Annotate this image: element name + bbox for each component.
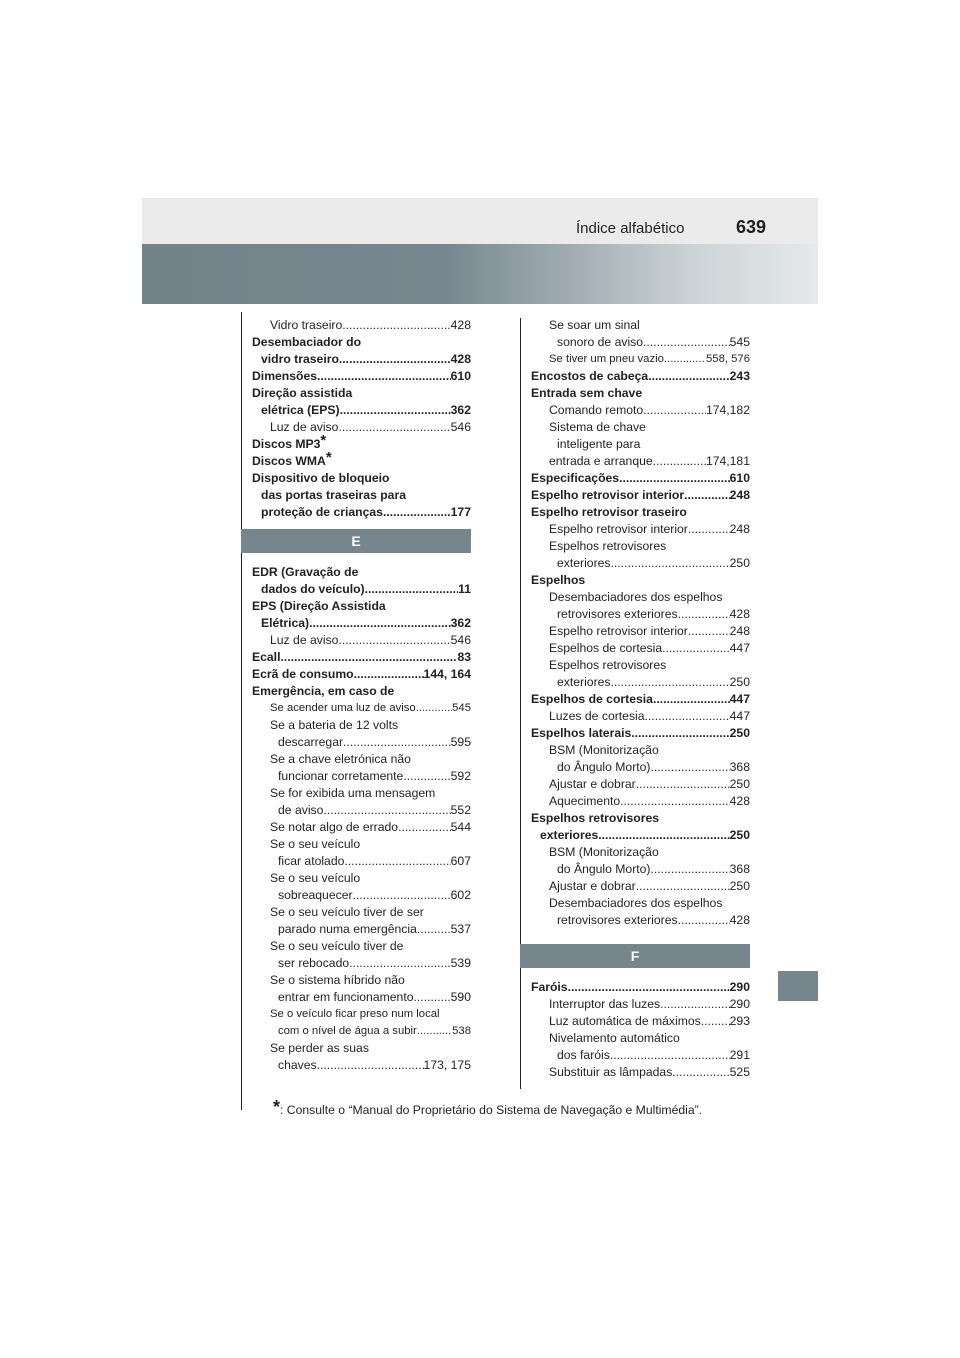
index-term: Encostos de cabeça [531,369,649,383]
dot-leader [354,666,424,683]
page-title: Índice alfabético [576,220,685,237]
index-entry [531,436,750,453]
index-term: exteriores [557,556,611,570]
index-term: Espelho retrovisor interior [549,624,688,638]
page-reference: 248 [729,488,750,502]
index-entry [252,1006,471,1023]
dot-leader [417,921,451,938]
index-term: Desembaciador do [252,335,362,349]
index-entry [531,844,750,861]
dot-leader [631,725,729,742]
index-term: Entrada sem chave [531,386,643,400]
index-entry [531,1064,750,1081]
index-term: Vidro traseiro [270,318,343,332]
index-term: Se o sistema híbrido não [270,973,405,987]
index-entry [252,955,471,972]
index-term: sonoro de aviso [557,335,644,349]
index-term: elétrica (EPS) [261,403,340,417]
index-term: Se o seu veículo [270,837,361,851]
dot-leader [672,1064,729,1081]
index-entry [252,598,471,615]
index-entry [531,351,750,368]
index-entry [531,589,750,606]
index-term: Comando remoto [549,403,644,417]
index-entry [531,385,750,402]
page-reference: 368 [729,760,750,774]
page-reference: 428 [450,318,471,332]
index-entry [531,810,750,827]
index-term: entrar em funcionamento [278,990,414,1004]
footnote [273,1097,702,1118]
footnote-asterisk: * [273,1097,281,1117]
left-margin-rule [241,312,242,1110]
index-entry [252,870,471,887]
index-entry [531,640,750,657]
index-entry [252,989,471,1006]
index-entry [531,487,750,504]
dot-leader [619,470,730,487]
index-entry [531,708,750,725]
dot-leader [611,674,730,691]
page-reference: 250 [729,726,750,740]
page-reference: 544 [450,820,471,834]
dot-leader [309,615,451,632]
dot-leader [323,802,450,819]
index-entry [531,470,750,487]
index-entry [531,521,750,538]
page-reference: 428 [729,607,750,621]
dot-leader [611,555,730,572]
chapter-tab [778,971,818,1001]
page-reference: 447 [729,641,750,655]
entries-right-after [531,979,750,1081]
page-reference: 610 [729,471,750,485]
index-term: descarregar [278,735,344,749]
section-letter-e: E [241,529,471,553]
page-reference: 144, 164 [423,667,471,681]
index-term: Espelhos de cortesia [531,692,653,706]
dot-leader [414,989,451,1006]
page-reference: 174,182 [705,403,750,417]
dot-leader [338,419,450,436]
index-entry [252,751,471,768]
dot-leader [651,759,730,776]
index-entry [252,334,471,351]
index-term: do Ângulo Morto) [557,862,651,876]
dot-leader [340,402,451,419]
index-term: Desembaciadores dos espelhos [549,590,723,604]
index-entry [252,683,471,700]
page-reference: 290 [729,980,750,994]
dot-leader [643,334,730,351]
index-entry [252,487,471,504]
index-term: Luz de aviso [270,420,339,434]
dot-leader [701,1013,730,1030]
section-letter-f: F [520,944,750,968]
index-entry [531,674,750,691]
index-entry [531,725,750,742]
index-entry [531,1030,750,1047]
index-term: exteriores [557,675,611,689]
index-term: Sistema de chave [549,420,646,434]
index-entry [531,555,750,572]
index-term: exteriores [540,828,599,842]
page-number: 639 [736,217,767,237]
page-reference: 248 [729,522,750,536]
dot-leader [338,632,450,649]
page-reference: 428 [729,794,750,808]
page-reference: 537 [450,922,471,936]
page-reference: 362 [450,403,471,417]
index-entry [531,453,750,470]
page-reference: 602 [450,888,471,902]
page-reference: 558, 576 [706,353,750,365]
index-entry [531,538,750,555]
page-reference: 447 [729,709,750,723]
index-term: Aquecimento [549,794,621,808]
index-term: Ecall [252,650,281,664]
index-entry [531,827,750,844]
index-term: EPS (Direção Assistida [252,599,386,613]
index-term: Especificações [531,471,620,485]
dot-leader [317,368,451,385]
index-term: retrovisores exteriores [557,913,678,927]
page-reference: 525 [729,1065,750,1079]
footnote-marker: * [325,448,332,466]
index-term: Luz automática de máximos [549,1014,701,1028]
page-reference: 428 [729,913,750,927]
index-entry [252,836,471,853]
index-entry [531,979,750,996]
page-reference: 607 [450,854,471,868]
header-gradient-band [142,244,818,304]
index-entry [531,1013,750,1030]
index-entry [252,666,471,683]
index-term: Espelhos retrovisores [549,539,667,553]
index-entry [252,785,471,802]
index-term: vidro traseiro [261,352,339,366]
index-entry [531,861,750,878]
page-reference: 173, 175 [423,1058,471,1072]
index-term: ficar atolado [278,854,345,868]
page-reference: 250 [729,828,750,842]
entries-left-after [252,564,471,1074]
index-term: Se o seu veículo [270,871,361,885]
index-entry [252,564,471,581]
index-term: retrovisores exteriores [557,607,678,621]
index-term: chaves [278,1058,317,1072]
index-term: funcionar corretamente [278,769,404,783]
index-term: Espelho retrovisor interior [549,522,688,536]
index-term: Espelhos de cortesia [549,641,663,655]
dot-leader [678,912,730,929]
page-reference: 539 [450,956,471,970]
page-reference: 83 [457,650,471,664]
page-reference: 592 [450,769,471,783]
index-entry [531,691,750,708]
index-term: Se o veículo ficar preso num local [270,1008,440,1020]
index-entry [531,878,750,895]
dot-leader [365,581,459,598]
dot-leader [598,827,729,844]
index-term: Ajustar e dobrar [549,777,636,791]
page-reference: 248 [729,624,750,638]
index-entry [252,470,471,487]
dot-leader [383,504,451,521]
page-reference: 552 [450,803,471,817]
index-entry [531,368,750,385]
index-term: com o nível de água a subir [278,1025,417,1037]
index-term: Espelhos retrovisores [549,658,667,672]
dot-leader [636,776,730,793]
index-term: Se soar um sinal [549,318,640,332]
page-reference: 545 [729,335,750,349]
index-term: Direção assistida [252,386,353,400]
dot-leader [343,734,451,751]
dot-leader [416,700,452,717]
index-entry [252,768,471,785]
index-entry [531,776,750,793]
index-term: dados do veículo) [261,582,365,596]
index-term: Espelhos retrovisores [531,811,660,825]
index-entry [252,717,471,734]
index-entry [531,317,750,334]
index-entry [252,734,471,751]
index-term: Espelho retrovisor interior [531,488,685,502]
header-bar [142,198,818,244]
dot-leader [662,640,730,657]
page-reference: 362 [450,616,471,630]
index-entry [531,793,750,810]
index-term: BSM (Monitorização [549,743,659,757]
page-reference: 250 [729,879,750,893]
index-term: Espelhos [531,573,586,587]
index-term: Ajustar e dobrar [549,879,636,893]
index-term: das portas traseiras para [261,488,406,502]
page-reference: 290 [729,997,750,1011]
page-reference: 545 [452,702,471,714]
dot-leader [651,861,730,878]
dot-leader [643,402,706,419]
dot-leader [317,1057,424,1074]
page-reference: 368 [729,862,750,876]
page-reference: 590 [450,990,471,1004]
dot-leader [344,853,450,870]
dot-leader [684,487,730,504]
index-entry [531,606,750,623]
index-entry [531,1047,750,1064]
column-divider [520,318,521,1089]
page-reference: 538 [452,1025,471,1037]
page-reference: 243 [729,369,750,383]
index-entry [252,385,471,402]
dot-leader [664,351,706,368]
index-entry [252,1023,471,1040]
dot-leader [688,521,730,538]
index-entry [252,615,471,632]
index-term: Dispositivo de bloqueio [252,471,390,485]
index-term: Se tiver um pneu vazio [549,353,664,365]
page-reference: 293 [729,1014,750,1028]
index-entry [252,581,471,598]
entries-left-before [252,317,471,521]
index-entry [252,317,471,334]
dot-leader [353,887,451,904]
page-reference: 546 [450,633,471,647]
dot-leader [280,649,457,666]
index-entry [252,1040,471,1057]
index-entry [252,448,471,470]
index-term: Luz de aviso [270,633,339,647]
index-term: Se o seu veículo tiver de ser [270,905,424,919]
index-entry [252,351,471,368]
index-term: Espelhos laterais [531,726,632,740]
index-term: proteção de crianças [261,505,383,519]
index-term: entrada e arranque [549,454,653,468]
index-entry [252,368,471,385]
index-term: de aviso [278,803,324,817]
page-reference: 428 [450,352,471,366]
index-term: Se acender uma luz de aviso [270,702,416,714]
dot-leader [349,955,451,972]
index-term: Espelho retrovisor traseiro [531,505,687,519]
index-term: do Ângulo Morto) [557,760,651,774]
index-entry [531,419,750,436]
index-term: Se for exibida uma mensagem [270,786,436,800]
index-entry [252,887,471,904]
dot-leader [568,979,730,996]
index-term: Se a chave eletrónica não [270,752,411,766]
index-entry [531,895,750,912]
index-entry [531,742,750,759]
index-entry [252,402,471,419]
index-entry [252,802,471,819]
index-entry [531,912,750,929]
index-entry [252,419,471,436]
index-entry [531,402,750,419]
page-reference: 595 [450,735,471,749]
page-reference: 250 [729,556,750,570]
dot-leader [648,368,729,385]
index-term: parado numa emergência [278,922,417,936]
index-term: Se notar algo de errado [270,820,399,834]
index-entry [252,853,471,870]
index-term: Ecrã de consumo [252,667,354,681]
dot-leader [417,1023,452,1040]
page-reference: 610 [450,369,471,383]
index-term: Discos MP3 [252,437,321,451]
index-entry [252,904,471,921]
dot-leader [660,996,730,1013]
index-entry [252,819,471,836]
index-entry [252,649,471,666]
page-reference: 291 [729,1048,750,1062]
index-entry [252,972,471,989]
index-entry [252,938,471,955]
index-term: Substituir as lâmpadas [549,1065,673,1079]
index-term: Dimensões [252,369,318,383]
index-entry [252,504,471,521]
index-term: sobreaquecer [278,888,353,902]
entries-right-before [531,317,750,929]
page-reference: 177 [450,505,471,519]
index-column-right [531,317,750,1081]
footnote-marker: * [320,431,327,449]
index-term: Luzes de cortesia [549,709,645,723]
dot-leader [403,768,450,785]
index-entry [531,996,750,1013]
dot-leader [398,819,451,836]
index-entry [531,657,750,674]
index-term: ser rebocado [278,956,350,970]
index-entry [252,431,471,453]
index-term: Se perder as suas [270,1041,369,1055]
page-reference: 250 [729,675,750,689]
dot-leader [653,691,730,708]
dot-leader [610,1047,730,1064]
dot-leader [653,453,706,470]
dot-leader [339,351,451,368]
dot-leader [620,793,730,810]
page-reference: 546 [450,420,471,434]
index-entry [252,1057,471,1074]
index-entry [252,700,471,717]
index-column-left [252,317,471,1074]
index-term: Interruptor das luzes [549,997,661,1011]
index-term: inteligente para [557,437,641,451]
index-entry [531,759,750,776]
index-term: Elétrica) [261,616,310,630]
dot-leader [645,708,730,725]
dot-leader [636,878,730,895]
index-term: Faróis [531,980,568,994]
index-term: BSM (Monitorização [549,845,659,859]
index-entry [531,504,750,521]
index-term: Discos WMA [252,454,326,468]
page-reference: 174,181 [705,454,750,468]
index-term: EDR (Gravação de [252,565,359,579]
index-entry [531,623,750,640]
index-entry [252,632,471,649]
index-entry [252,921,471,938]
page-reference: 11 [458,582,471,596]
page-reference: 447 [729,692,750,706]
page-reference: 250 [729,777,750,791]
index-term: dos faróis [557,1048,610,1062]
index-term: Desembaciadores dos espelhos [549,896,723,910]
index-term: Se o seu veículo tiver de [270,939,404,953]
dot-leader [678,606,730,623]
index-term: Emergência, em caso de [252,684,395,698]
index-entry [531,334,750,351]
index-term: Se a bateria de 12 volts [270,718,399,732]
footnote-text: : Consulte o “Manual do Proprietário do Sistema de Navegação e Multimédia”. [280,1103,703,1117]
dot-leader [688,623,730,640]
index-entry [531,572,750,589]
dot-leader [342,317,450,334]
index-term: Nivelamento automático [549,1031,680,1045]
